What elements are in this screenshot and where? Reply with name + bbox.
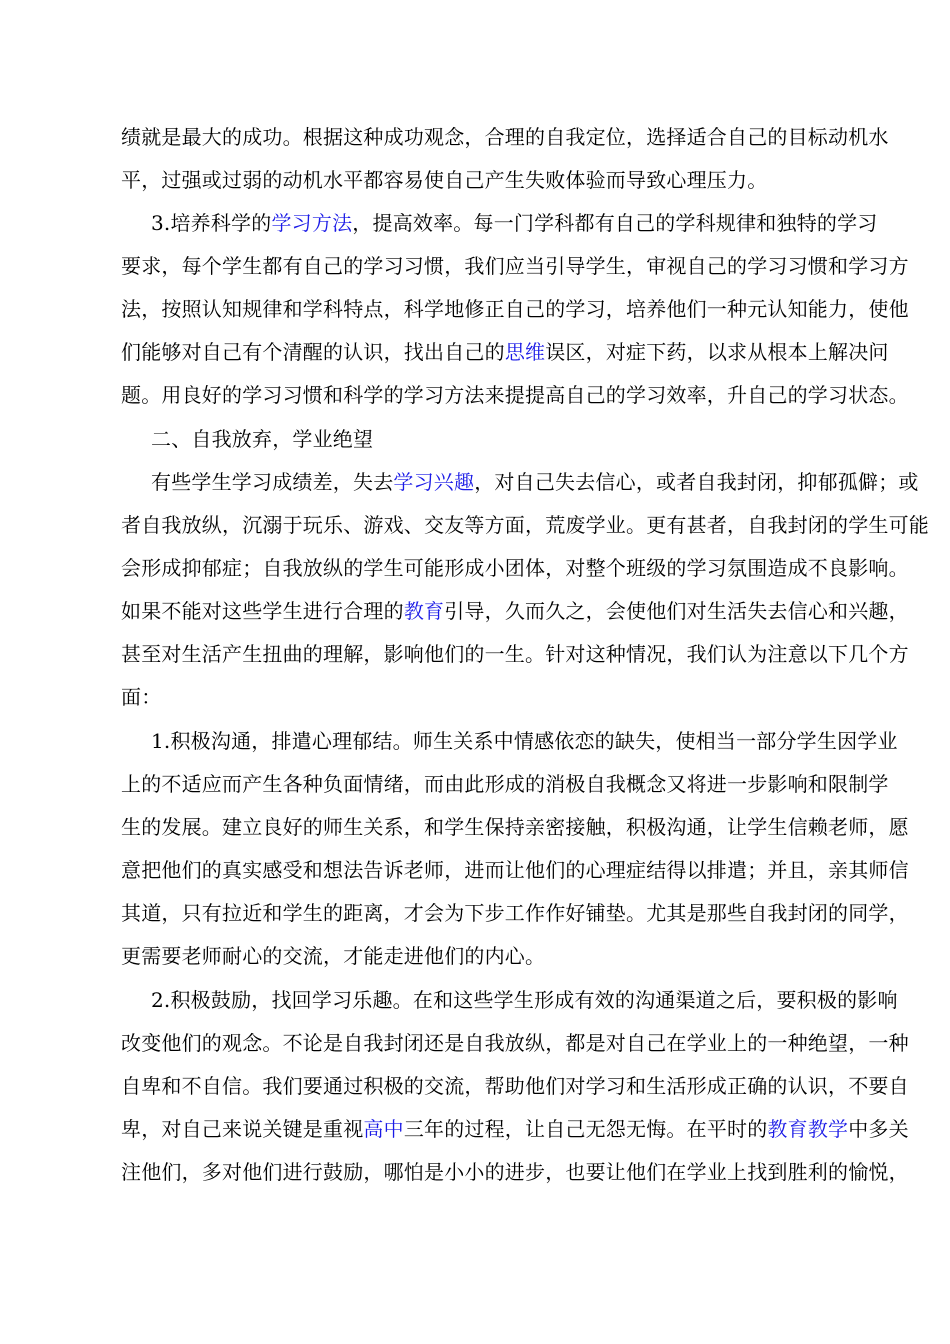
paragraph-line (121, 251, 909, 281)
text-segment: 甚至对生活产生扭曲的理解，影响他们的一生。针对这种情况，我们认为注意以下几个方 (121, 642, 909, 666)
paragraph-line (151, 208, 878, 238)
text-segment: 三年的过程，让自己无怨无悔。在平时的 (403, 1117, 768, 1141)
text-segment: 1.积极沟通，排遣心理郁结。师生关系中情感依恋的缺失，使相当一部分学生因学业 (151, 729, 898, 753)
text-segment: 误区，对症下药，以求从根本上解决问 (545, 340, 889, 364)
text-segment: 如果不能对这些学生进行合理的 (121, 599, 404, 623)
paragraph-line (121, 1071, 909, 1101)
paragraph-line (121, 941, 846, 971)
paragraph-line (151, 467, 919, 497)
text-segment: 更需要老师耐心的交流，才能走进他们的内心。 (121, 944, 546, 968)
paragraph-line (121, 1028, 909, 1058)
text-segment: 中多关 (848, 1117, 909, 1141)
text-segment: ，对自己失去信心，或者自我封闭，抑郁孤僻；或 (474, 470, 919, 494)
paragraph-line (121, 769, 889, 799)
paragraph-line (121, 1114, 909, 1144)
text-segment: 法，按照认知规律和学科特点，科学地修正自己的学习，培养他们一种元认知能力，使他 (121, 297, 909, 321)
paragraph-line (121, 553, 909, 583)
paragraph-line (151, 985, 898, 1015)
text-segment: 3.培养科学的 (151, 211, 272, 235)
inline-link[interactable]: 教育教学 (767, 1117, 849, 1141)
paragraph-line (151, 424, 846, 454)
inline-link[interactable]: 教育 (403, 599, 445, 623)
text-segment: 生的发展。建立良好的师生关系，和学生保持亲密接触，积极沟通，让学生信赖老师，愿 (121, 815, 909, 839)
text-segment: 引导，久而久之，会使他们对生活失去信心和兴趣， (444, 599, 909, 623)
text-segment: 题。用良好的学习习惯和科学的学习方法来提提高自己的学习效率，升自己的学习状态。 (121, 383, 909, 407)
text-segment: 卑，对自己来说关键是重视 (121, 1117, 364, 1141)
paragraph-line (121, 898, 909, 928)
text-segment: 平，过强或过弱的动机水平都容易使自己产生失败体验而导致心理压力。 (121, 168, 768, 192)
text-segment: 绩就是最大的成功。根据这种成功观念，合理的自我定位，选择适合自己的目标动机水 (121, 125, 889, 149)
paragraph-line (121, 855, 909, 885)
paragraph-line (121, 294, 909, 324)
paragraph-line (151, 726, 898, 756)
paragraph-line (121, 596, 909, 626)
paragraph-line (121, 682, 846, 712)
text-segment: 意把他们的真实感受和想法告诉老师，进而让他们的心理症结得以排遣；并且，亲其师信 (121, 858, 909, 882)
paragraph-line (121, 122, 889, 152)
text-segment: 注他们，多对他们进行鼓励，哪怕是小小的进步，也要让他们在学业上找到胜利的愉悦， (121, 1160, 909, 1184)
text-segment: 有些学生学习成绩差，失去 (151, 470, 394, 494)
text-segment: 其道，只有拉近和学生的距离，才会为下步工作作好铺垫。尤其是那些自我封闭的同学， (121, 901, 909, 925)
text-segment: 2.积极鼓励，找回学习乐趣。在和这些学生形成有效的沟通渠道之后，要积极的影响 (151, 988, 898, 1012)
paragraph-line (121, 812, 909, 842)
text-segment: 上的不适应而产生各种负面情绪，而由此形成的消极自我概念又将进一步影响和限制学 (121, 772, 889, 796)
text-segment: 面： (121, 685, 162, 709)
text-segment: 会形成抑郁症；自我放纵的学生可能形成小团体，对整个班级的学习氛围造成不良影响。 (121, 556, 909, 580)
text-segment: 要求，每个学生都有自己的学习习惯，我们应当引导学生，审视自己的学习习惯和学习方 (121, 254, 909, 278)
text-segment: 二、自我放弃，学业绝望 (151, 427, 374, 451)
paragraph-line (121, 380, 909, 410)
inline-link[interactable]: 高中 (363, 1117, 404, 1141)
inline-link[interactable]: 思维 (504, 340, 546, 364)
paragraph-line (121, 639, 909, 669)
text-segment: 者自我放纵，沉溺于玩乐、游戏、交友等方面，荒废学业。更有甚者，自我封闭的学生可能 (121, 513, 929, 537)
text-segment: ，提高效率。每一门学科都有自己的学科规律和独特的学习 (352, 211, 878, 235)
paragraph-line (121, 165, 846, 195)
text-segment: 改变他们的观念。不论是自我封闭还是自我放纵，都是对自己在学业上的一种绝望，一种 (121, 1031, 909, 1055)
paragraph-line (121, 510, 929, 540)
inline-link[interactable]: 学习方法 (271, 211, 353, 235)
text-segment: 们能够对自己有个清醒的认识，找出自己的 (121, 340, 505, 364)
text-segment: 自卑和不自信。我们要通过积极的交流，帮助他们对学习和生活形成正确的认识，不要自 (121, 1074, 909, 1098)
inline-link[interactable]: 学习兴趣 (393, 470, 475, 494)
paragraph-line (121, 337, 889, 367)
paragraph-line (121, 1157, 909, 1187)
